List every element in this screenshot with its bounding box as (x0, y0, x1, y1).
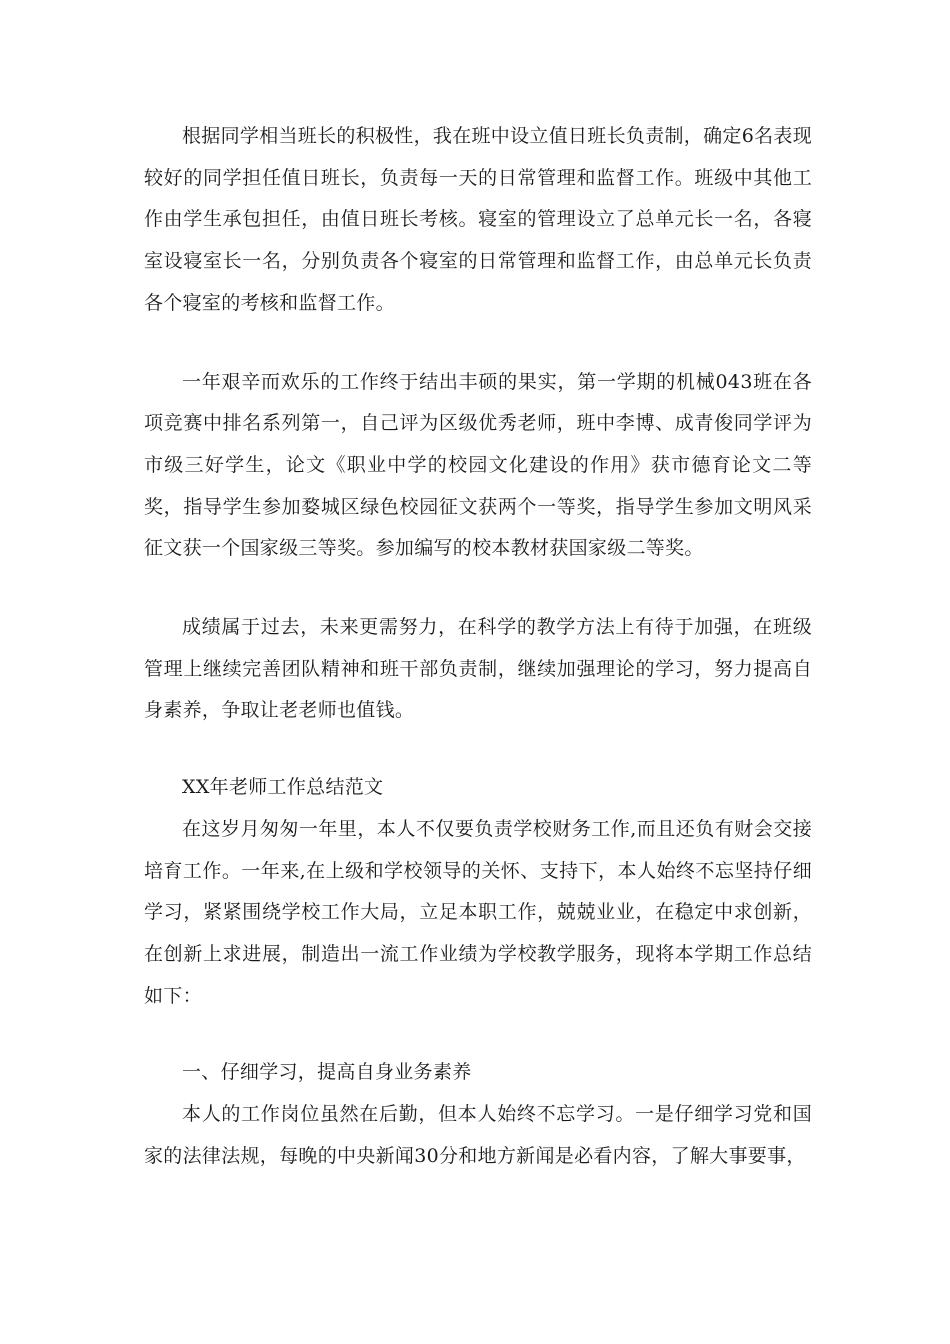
paragraph-outlook: 成绩属于过去，未来更需努力，在科学的教学方法上有待于加强，在班级管理上继续完善团队精神和班干部负责制，继续加强理论的学习，努力提高自身素养，争取让老老师也值钱。 (144, 616, 812, 722)
subsection-heading: 一、仔细学习，提高自身业务素养 (182, 1061, 472, 1084)
paragraph-study: 本人的工作岗位虽然在后勤，但本人始终不忘学习。一是仔细学习党和国家的法律法规，每晚的中央新闻30分和地方新闻是必看内容，了解大事要事， (144, 1103, 812, 1167)
section-title: XX年老师工作总结范文 (182, 776, 384, 799)
paragraph-intro: 在这岁月匆匆一年里，本人不仅要负责学校财务工作,而且还负有财会交接培育工作。一年来,在上级和学校领导的关怀、支持下，本人始终不忘坚持仔细学习，紧紧围绕学校工作大局，立足本职工作，兢兢业业，在稳定中求创新，在创新上求进展，制造出一流工作业绩为学校教学服务，现将本学期工作总结如下： (144, 817, 812, 1007)
document-body (144, 116, 812, 1177)
paragraph-duty-monitor: 根据同学相当班长的积极性，我在班中设立值日班长负责制，确定6名表现较好的同学担任值日班长，负责每一天的日常管理和监督工作。班级中其他工作由学生承包担任，由值日班长考核。寝室的管理设立了总单元长一名，各寝室设寝室长一名，分别负责各个寝室的日常管理和监督工作，由总单元长负责各个寝室的考核和监督工作。 (144, 125, 812, 314)
paragraph-achievements: 一年艰辛而欢乐的工作终于结出丰硕的果实，第一学期的机械043班在各项竞赛中排名系列第一，自己评为区级优秀老师，班中李博、成青俊同学评为市级三好学生，论文《职业中学的校园文化建设的作用》获市德育论文二等奖，指导学生参加婺城区绿色校园征文获两个一等奖，指导学生参加文明风采征文获一个国家级三等奖。参加编写的校本教材获国家级二等奖。 (144, 370, 812, 560)
